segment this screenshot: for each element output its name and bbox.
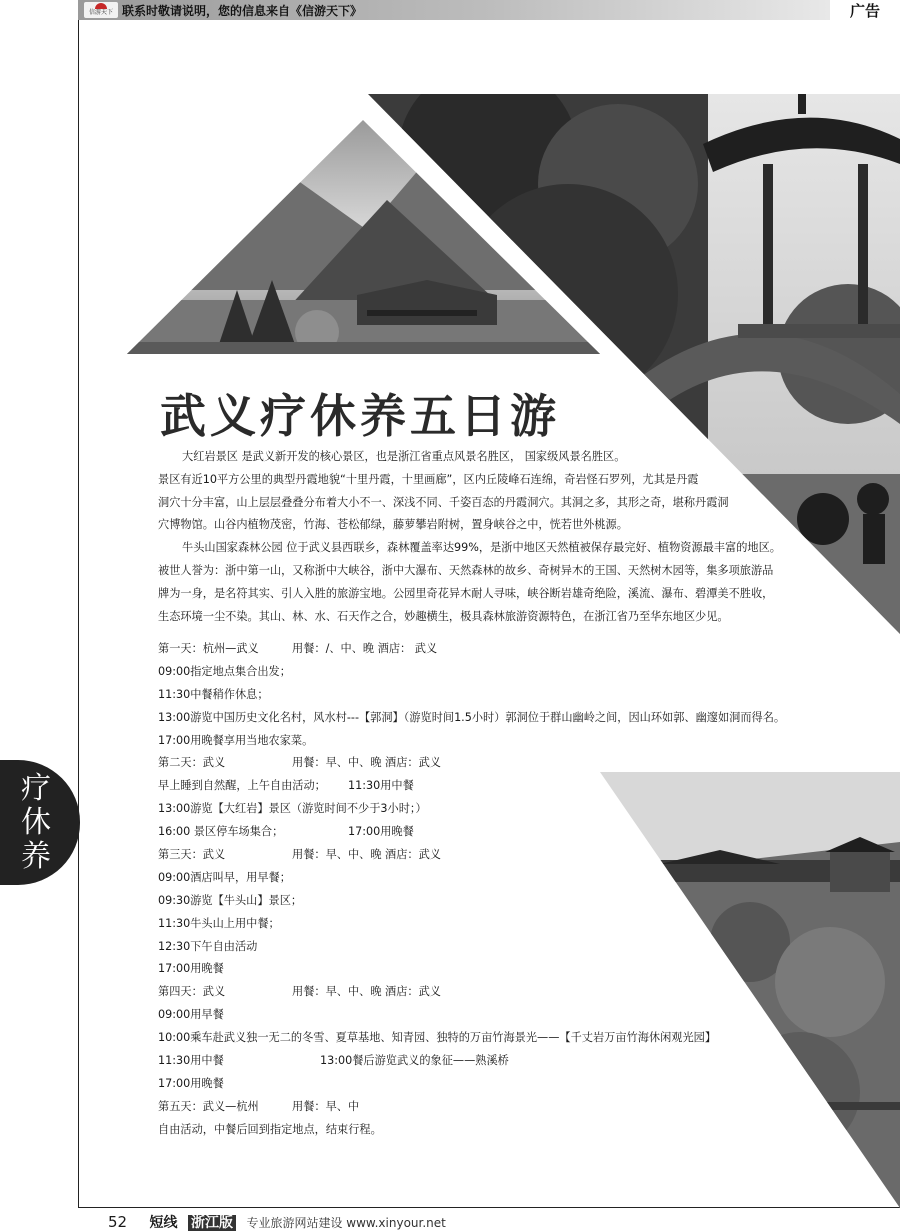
- schedule-item: 13:00餐后游览武义的象征——熟溪桥: [320, 1054, 509, 1068]
- day-header: [158, 981, 808, 1004]
- page-title: 武义疗休养五日游: [160, 389, 560, 443]
- schedule-line: [158, 821, 808, 844]
- schedule-line: 13:00游览中国历史文化名村，风水村---【郭洞】（游览时间1.5小时）郭洞位于群山幽岭之间，因山环如郭、幽邃如洞而得名。: [158, 710, 786, 724]
- day-title: 第五天：武义—杭州: [158, 1099, 259, 1113]
- schedule-line: 09:30游览【牛头山】景区；: [158, 893, 303, 907]
- schedule-item: 11:30用中餐: [348, 779, 414, 793]
- schedule-line: 17:00用晚餐: [158, 1076, 224, 1090]
- side-tab-char: 休: [21, 805, 51, 840]
- intro-line: 牌为一身，是名符其实、引人入胜的旅游宝地。公园里奇花异木耐人寻味，峡谷断岩雄奇绝险，溪流、瀑布、碧潭美不胜收，: [158, 586, 774, 600]
- intro-line: 大红岩景区 是武义新开发的核心景区，也是浙江省重点风景名胜区， 国家级风景名胜区。: [182, 450, 626, 463]
- day-header: [158, 1096, 808, 1119]
- logo-text: 信游天下: [88, 9, 113, 16]
- schedule-line: 12:30下午自由活动: [158, 939, 258, 953]
- page-number: 52: [108, 1213, 128, 1231]
- ad-tag: 广告: [830, 0, 900, 20]
- mountain-valley-photo: [127, 120, 600, 354]
- footer-brand: 短线: [149, 1215, 178, 1231]
- schedule-line: 09:00用早餐: [158, 1008, 224, 1022]
- side-tab-char: 养: [21, 839, 51, 874]
- schedule-line: 17:00用晚餐: [158, 962, 224, 976]
- schedule-line: 09:00酒店叫早，用早餐；: [158, 870, 291, 884]
- itinerary: [158, 638, 808, 1142]
- side-tab-char: 疗: [21, 771, 51, 806]
- footer-tagline: 专业旅游网站建设 www.xinyour.net: [246, 1216, 446, 1230]
- schedule-line: 自由活动，中餐后回到指定地点，结束行程。: [158, 1122, 382, 1136]
- day-meals: 用餐：早、中、晚 酒店：武义: [292, 848, 441, 862]
- day-header: [158, 752, 808, 775]
- schedule-line: 10:00乘车赴武义独一无二的冬雪、夏草基地、知青园、独特的万亩竹海景光——【千丈岩万亩竹海休闲观光园】: [158, 1031, 717, 1045]
- day-title: 第四天：武义: [158, 985, 226, 999]
- intro-line: 穴博物馆。山谷内植物茂密，竹海、苍松郁绿，藤萝攀岩附树，置身峡谷之中，恍若世外桃源。: [158, 518, 628, 532]
- schedule-item: 11:30用中餐: [158, 1054, 224, 1068]
- source-notice: 联系时敬请说明，您的信息来自《信游天下》: [122, 4, 363, 18]
- intro-line: 洞穴十分丰富，山上层层叠叠分布着大小不一、深浅不同、千姿百态的丹霞洞穴。其洞之多，其形之奇，堪称丹霞洞: [158, 495, 729, 509]
- schedule-item: 16:00 景区停车场集合；: [158, 825, 284, 839]
- day-title: 第三天：武义: [158, 848, 226, 862]
- intro-line: 生态环境一尘不染。其山、林、水、石天作之合，妙趣横生，极具森林旅游资源特色，在浙江省乃至华东地区少见。: [158, 609, 729, 623]
- intro-line: 景区有近10平方公里的典型丹霞地貌“十里丹霞，十里画廊”，区内丘陵峰石连绵，奇岩怪石罗列，尤其是丹霞: [158, 472, 699, 486]
- day-header: [158, 844, 808, 867]
- day-meals: 用餐：早、中、晚 酒店：武义: [292, 985, 441, 999]
- schedule-line: 11:30中餐稍作休息；: [158, 687, 269, 701]
- brand-logo: [84, 2, 118, 18]
- intro-line: 被世人誉为：浙中第一山，又称浙中大峡谷，浙中大瀑布、天然森林的故乡、奇树异木的王国、天然树木园等，集多项旅游品: [158, 563, 774, 577]
- schedule-line: [158, 775, 808, 798]
- schedule-line: [158, 1050, 808, 1073]
- top-banner: [78, 0, 830, 20]
- day-meals: 用餐：/、中、晚 酒店： 武义: [292, 642, 438, 655]
- schedule-item: 17:00用晚餐: [348, 825, 414, 839]
- schedule-line: 09:00指定地点集合出发；: [158, 664, 291, 678]
- day-header: [158, 638, 808, 661]
- day-title: 第一天：杭州—武义: [158, 642, 259, 655]
- page-footer: [108, 1212, 446, 1230]
- intro-line: 牛头山国家森林公园 位于武义县西联乡，森林覆盖率达99%，是浙中地区天然植被保存最完好、植物资源最丰富的地区。: [182, 541, 781, 555]
- schedule-line: 13:00游览【大红岩】景区（游览时间不少于3小时；）: [158, 802, 427, 816]
- intro-text: [158, 446, 798, 628]
- schedule-item: 早上睡到自然醒，上午自由活动；: [158, 779, 326, 793]
- day-meals: 用餐：早、中、晚 酒店：武义: [292, 756, 441, 770]
- schedule-line: 11:30牛头山上用中餐；: [158, 916, 280, 930]
- schedule-line: 17:00用晚餐享用当地农家菜。: [158, 733, 314, 747]
- section-side-tab: [0, 760, 80, 885]
- day-meals: 用餐：早、中: [292, 1099, 360, 1113]
- sun-icon: [95, 3, 107, 9]
- day-title: 第二天：武义: [158, 756, 226, 770]
- edition-badge: 浙江版: [188, 1215, 236, 1231]
